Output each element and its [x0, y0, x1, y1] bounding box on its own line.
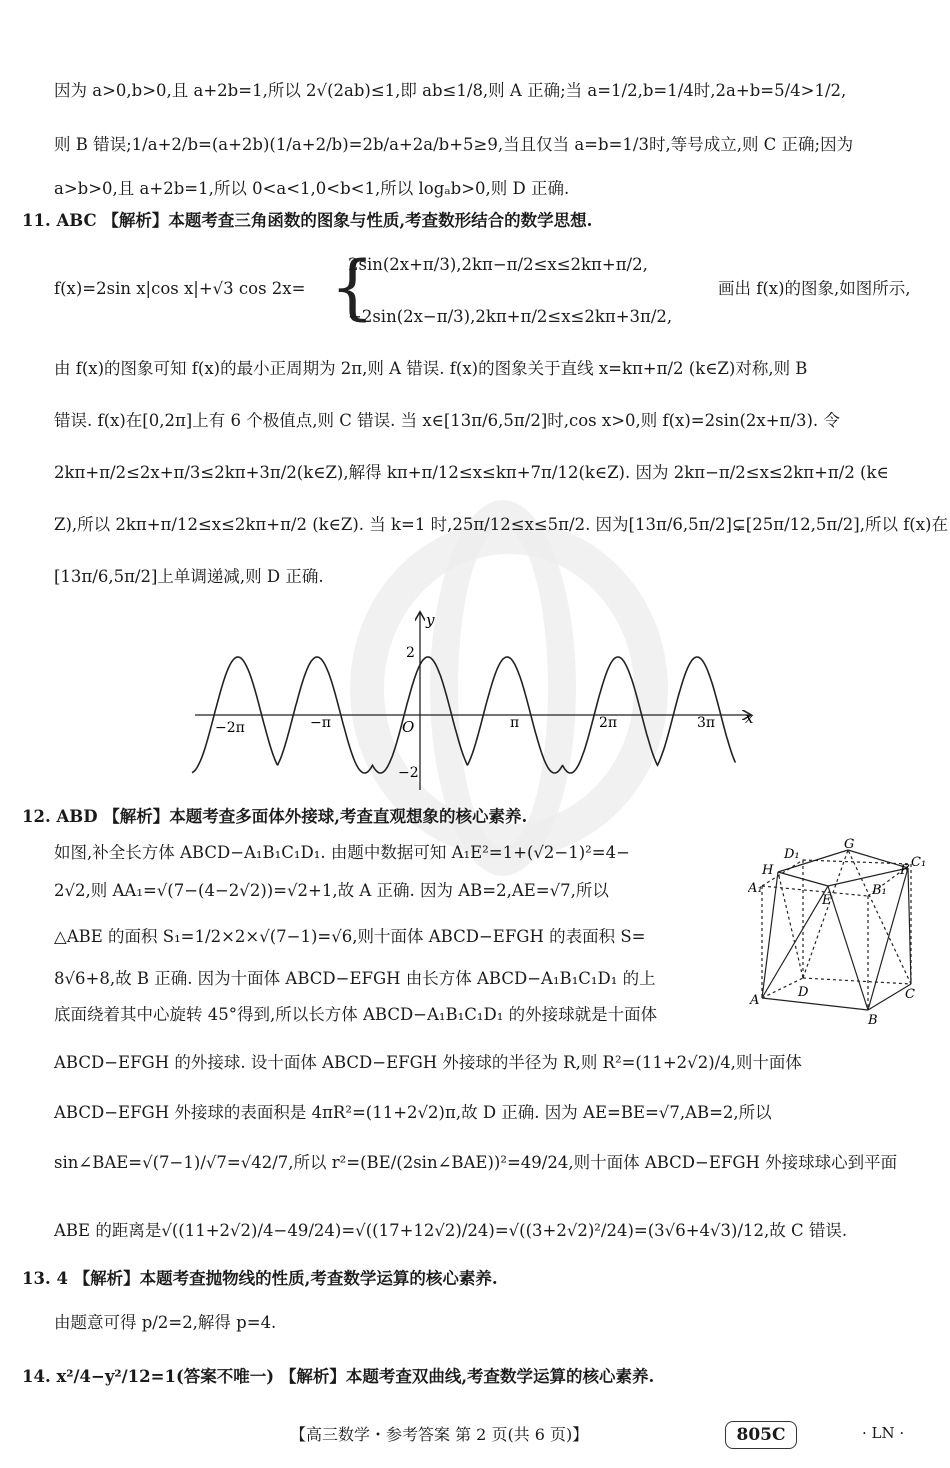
vertex-A1: A₁: [748, 881, 763, 896]
q11-case-2: −2sin(2x−π/3),2kπ+π/2≤x≤2kπ+3π/2,: [348, 307, 673, 326]
vertex-G: G: [844, 838, 855, 852]
vertex-C: C: [905, 987, 915, 1002]
y-tick-2: 2: [406, 645, 415, 661]
q12-line-8: sin∠BAE=√(7−1)/√7=√42/7,所以 r²=(BE/(2sin∠BAE))²=49/24,则十面体 ABCD−EFGH 外接球球心到平面: [54, 1153, 898, 1172]
footer-mark: · LN ·: [862, 1424, 905, 1442]
q11-case-1: 2sin(2x+π/3),2kπ−π/2≤x≤2kπ+π/2,: [348, 255, 648, 274]
origin-label: O: [402, 718, 415, 736]
q12-line-7: ABCD−EFGH 外接球的表面积是 4πR²=(11+2√2)π,故 D 正确. 因为 AE=BE=√7,AB=2,所以: [54, 1103, 772, 1122]
decahedron-figure: [748, 838, 933, 1028]
vertex-D1: D₁: [784, 847, 800, 862]
function-graph: [180, 605, 770, 805]
q12-line-6: ABCD−EFGH 的外接球. 设十面体 ABCD−EFGH 外接球的半径为 R,则 R²=(11+2√2)/4,则十面体: [54, 1053, 802, 1072]
q12-heading: 12. ABD 【解析】本题考查多面体外接球,考查直观想象的核心素养.: [22, 807, 528, 826]
paper-code: 805C: [725, 1421, 797, 1449]
q13-line-1: 由题意可得 p/2=2,解得 p=4.: [54, 1313, 277, 1332]
q12-line-9: ABE 的距离是√((11+2√2)/4−49/24)=√((17+12√2)/24)=√((3+2√2)²/24)=(3√6+4√3)/12,故 C 错误.: [54, 1221, 848, 1240]
vertex-H: H: [762, 863, 774, 878]
vertex-B1: B₁: [872, 883, 887, 898]
q11-line-5: [13π/6,5π/2]上单调递减,则 D 正确.: [54, 567, 324, 586]
q12-line-3: △ABE 的面积 S₁=1/2×2×√(7−1)=√6,则十面体 ABCD−EFGH 的表面积 S=: [54, 927, 646, 946]
q12-line-4: 8√6+8,故 B 正确. 因为十面体 ABCD−EFGH 由长方体 ABCD−A₁B₁C₁D₁ 的上: [54, 969, 656, 988]
q11-line-2: 错误. f(x)在[0,2π]上有 6 个极值点,则 C 错误. 当 x∈[13π/6,5π/2]时,cos x>0,则 f(x)=2sin(2x+π/3). 令: [54, 411, 840, 430]
x-tick-negpi: −π: [310, 715, 331, 731]
q13-heading: 13. 4 【解析】本题考查抛物线的性质,考查数学运算的核心素养.: [22, 1269, 498, 1288]
vertex-D: D: [798, 985, 809, 1000]
vertex-F: F: [900, 863, 910, 878]
q12-line-5: 底面绕着其中心旋转 45°得到,所以长方体 ABCD−A₁B₁C₁D₁ 的外接球就是十面体: [54, 1005, 658, 1024]
q11-heading: 11. ABC 【解析】本题考查三角函数的图象与性质,考查数形结合的数学思想.: [22, 211, 593, 230]
vertex-A: A: [750, 993, 760, 1008]
vertex-B: B: [868, 1013, 878, 1028]
x-tick-2pi: 2π: [599, 715, 618, 731]
vertex-C1: C₁: [911, 855, 927, 870]
x-tick-pi: π: [510, 715, 520, 731]
y-axis-label: y: [426, 611, 435, 629]
q14-heading: 14. x²/4−y²/12=1(答案不唯一) 【解析】本题考查双曲线,考查数学运算的核心素养.: [22, 1367, 655, 1386]
vertex-E: E: [822, 893, 832, 908]
x-tick-neg2pi: −2π: [215, 720, 245, 736]
q10-line-1: 因为 a>0,b>0,且 a+2b=1,所以 2√(2ab)≤1,即 ab≤1/8,则 A 正确;当 a=1/2,b=1/4时,2a+b=5/4>1/2,: [54, 81, 847, 100]
q12-line-1: 如图,补全长方体 ABCD−A₁B₁C₁D₁. 由题中数据可知 A₁E²=1+(√2−1)²=4−: [54, 843, 630, 862]
q11-brace: {: [330, 246, 375, 328]
q10-line-3: a>b>0,且 a+2b=1,所以 0<a<1,0<b<1,所以 logₐb>0,则 D 正确.: [54, 179, 570, 198]
q11-function-left: f(x)=2sin x|cos x|+√3 cos 2x=: [54, 279, 306, 298]
q10-line-2: 则 B 错误;1/a+2/b=(a+2b)(1/a+2/b)=2b/a+2a/b+5≥9,当且仅当 a=b=1/3时,等号成立,则 C 正确;因为: [54, 135, 854, 154]
q11-function-right: 画出 f(x)的图象,如图所示,: [718, 279, 911, 298]
x-axis-label: x: [745, 709, 754, 727]
footer-text: 【高三数学・参考答案 第 2 页(共 6 页)】: [290, 1425, 589, 1444]
q12-line-2: 2√2,则 AA₁=√(7−(4−2√2))=√2+1,故 A 正确. 因为 AB=2,AE=√7,所以: [54, 881, 609, 900]
x-tick-3pi: 3π: [697, 715, 716, 731]
q11-line-4: Z),所以 2kπ+π/12≤x≤2kπ+π/2 (k∈Z). 当 k=1 时,25π/12≤x≤5π/2. 因为[13π/6,5π/2]⊊[25π/12,5π/2],所以 f(x)在: [54, 515, 948, 534]
q11-line-3: 2kπ+π/2≤2x+π/3≤2kπ+3π/2(k∈Z),解得 kπ+π/12≤x≤kπ+7π/12(k∈Z). 因为 2kπ−π/2≤x≤2kπ+π/2 (k∈: [54, 463, 889, 482]
q11-line-1: 由 f(x)的图象可知 f(x)的最小正周期为 2π,则 A 错误. f(x)的图象关于直线 x=kπ+π/2 (k∈Z)对称,则 B: [54, 359, 808, 378]
y-tick-neg2: −2: [398, 765, 419, 781]
